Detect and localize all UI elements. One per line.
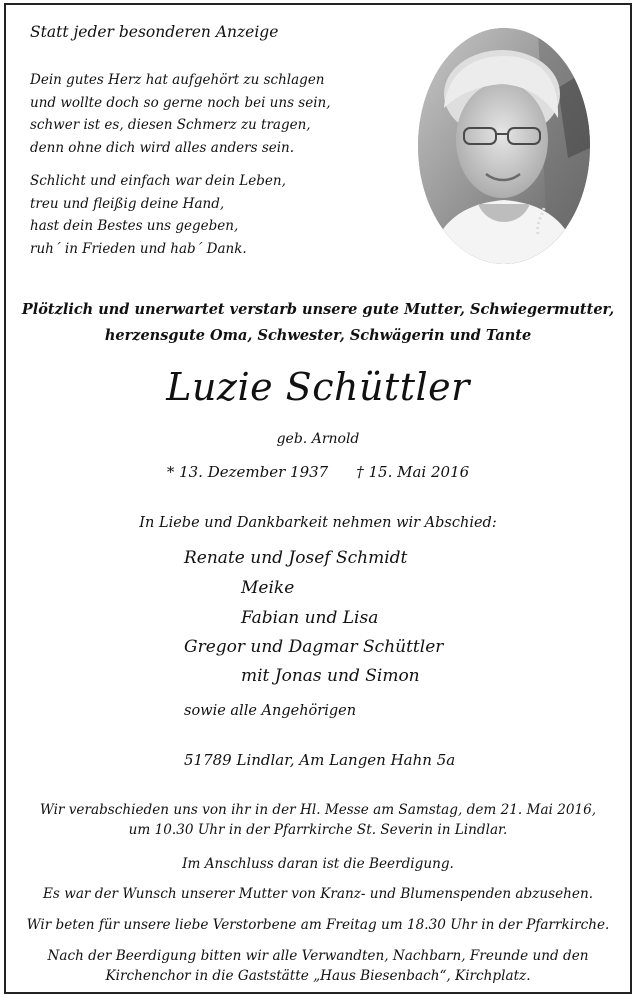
death-date: † 15. Mai 2016 — [356, 463, 470, 481]
poem-stanza-2 — [30, 170, 286, 260]
header-line: Statt jeder besonderen Anzeige — [30, 23, 279, 41]
notice-line: Nach der Beerdigung bitten wir alle Verwandten, Nachbarn, Freunde und den — [47, 948, 589, 964]
intro-line: herzensgute Oma, Schwester, Schwägerin und Tante — [104, 327, 532, 344]
family-line: Meike — [241, 578, 295, 598]
poem-line: ruh´ in Frieden und hab´ Dank. — [30, 240, 247, 257]
deceased-name: Luzie Schüttler — [166, 365, 470, 409]
family-line: Fabian und Lisa — [241, 608, 379, 628]
poem-line: Schlicht und einfach war dein Leben, — [30, 173, 286, 189]
poem-line: schwer ist es, diesen Schmerz zu tragen, — [30, 117, 311, 133]
invitation-notice — [6, 946, 630, 986]
burial-notice: Im Anschluss daran ist die Beerdigung. — [182, 856, 454, 872]
poem-line: treu und fleißig deine Hand, — [30, 195, 225, 212]
family-line: Renate und Josef Schmidt — [184, 548, 408, 568]
prayer-notice: Wir beten für unsere liebe Verstorbene am Freitag um 18.30 Uhr in der Pfarrkirche. — [26, 917, 610, 933]
portrait-illustration — [418, 28, 590, 264]
poem-stanza-1 — [30, 69, 331, 159]
portrait-photo — [418, 28, 590, 264]
family-line: mit Jonas und Simon — [241, 666, 420, 686]
obituary-card — [4, 3, 632, 994]
relatives-line: sowie alle Angehörigen — [184, 703, 357, 719]
notice-line: um 10.30 Uhr in der Pfarrkirche St. Severin in Lindlar. — [128, 822, 508, 838]
life-dates — [6, 463, 630, 481]
family-line: Gregor und Dagmar Schüttler — [184, 637, 444, 657]
birth-date: * 13. Dezember 1937 — [166, 463, 329, 481]
intro-text — [6, 297, 630, 349]
poem-line: hast dein Bestes uns gegeben, — [30, 218, 239, 234]
poem-line: Dein gutes Herz hat aufgehört zu schlagen — [30, 72, 325, 88]
flowers-notice: Es war der Wunsch unserer Mutter von Kranz- und Blumenspenden abzusehen. — [42, 886, 594, 902]
notice-line: Kirchenchor in die Gaststätte „Haus Biesenbach“, Kirchplatz. — [105, 968, 531, 984]
poem-line: und wollte doch so gerne noch bei uns sein, — [30, 94, 331, 111]
mass-notice — [6, 800, 630, 840]
intro-line: Plötzlich und unerwartet verstarb unsere gute Mutter, Schwiegermutter, — [21, 301, 615, 318]
notice-line: Wir verabschieden uns von ihr in der Hl. Messe am Samstag, dem 21. Mai 2016, — [39, 802, 597, 818]
address-line: 51789 Lindlar, Am Langen Hahn 5a — [184, 751, 456, 769]
farewell-line: In Liebe und Dankbarkeit nehmen wir Abschied: — [139, 515, 497, 531]
birth-name: geb. Arnold — [276, 431, 360, 447]
poem-line: denn ohne dich wird alles anders sein. — [30, 139, 295, 156]
